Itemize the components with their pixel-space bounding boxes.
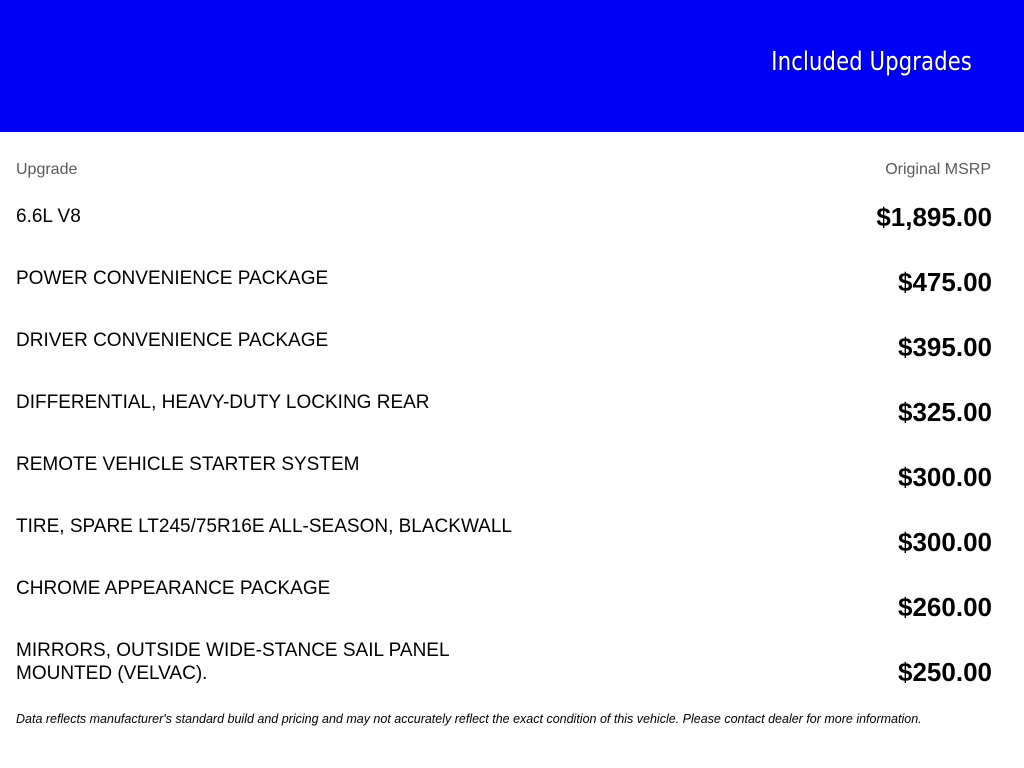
upgrade-name: REMOTE VEHICLE STARTER SYSTEM <box>16 454 360 475</box>
disclaimer-text: Data reflects manufacturer's standard build and pricing and may not accurately reflect the exact condition of this vehicle. Please contact dealer for more information. <box>16 712 922 726</box>
upgrade-price: $1,895.00 <box>876 202 992 232</box>
upgrade-name: DIFFERENTIAL, HEAVY-DUTY LOCKING REAR <box>16 392 430 413</box>
upgrade-price: $260.00 <box>898 592 992 622</box>
upgrade-price: $250.00 <box>898 657 992 687</box>
upgrade-name: MIRRORS, OUTSIDE WIDE-STANCE SAIL PANEL MOUNTED (VELVAC). <box>16 640 449 684</box>
upgrade-price: $300.00 <box>898 462 992 492</box>
column-header-msrp: Original MSRP <box>885 161 991 178</box>
header-banner <box>0 0 1024 132</box>
page-title: Included Upgrades <box>771 47 972 77</box>
upgrade-price: $325.00 <box>898 397 992 427</box>
upgrade-name: CHROME APPEARANCE PACKAGE <box>16 578 331 599</box>
column-header-upgrade: Upgrade <box>16 161 78 178</box>
upgrade-name: 6.6L V8 <box>16 206 81 227</box>
upgrade-name: DRIVER CONVENIENCE PACKAGE <box>16 330 329 351</box>
upgrade-price: $395.00 <box>898 332 992 362</box>
upgrade-name: POWER CONVENIENCE PACKAGE <box>16 268 329 289</box>
upgrade-name: TIRE, SPARE LT245/75R16E ALL-SEASON, BLACKWALL <box>16 516 512 537</box>
upgrade-price: $300.00 <box>898 527 992 557</box>
upgrade-price: $475.00 <box>898 267 992 297</box>
